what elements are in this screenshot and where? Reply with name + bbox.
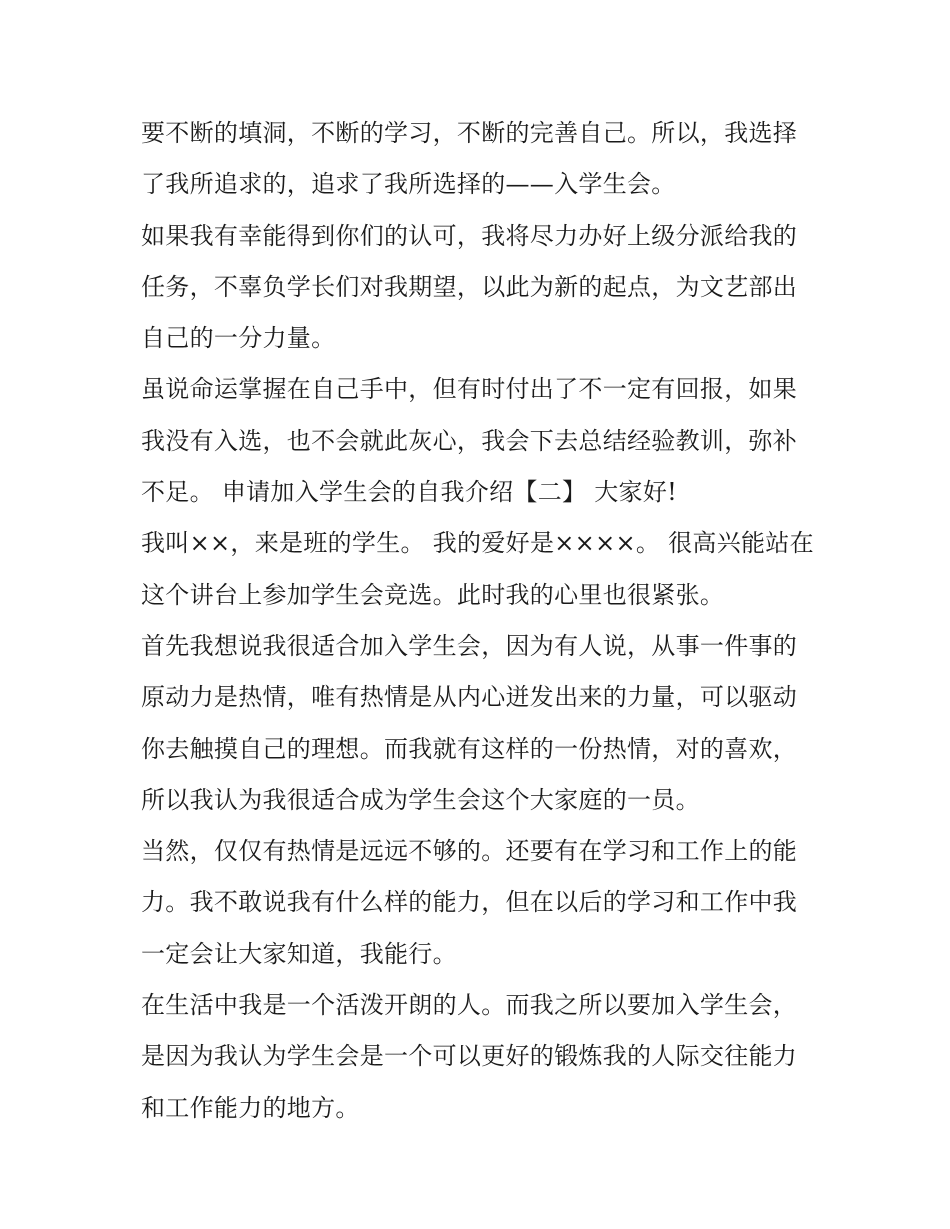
- document-body: [141, 108, 821, 1134]
- paragraph-3: 虽说命运掌握在自己手中，但有时付出了不一定有回报，如果我没有入选，也不会就此灰心，我会下去总结经验教训，弥补不足。 申请加入学生会的自我介绍【二】 大家好!: [141, 375, 798, 507]
- paragraph-7: 在生活中我是一个活泼开朗的人。而我之所以要加入学生会，是因为我认为学生会是一个可以更好的锻炼我的人际交往能力和工作能力的地方。: [141, 991, 798, 1122]
- paragraph-1: 要不断的填洞，不断的学习，不断的完善自己。所以，我选择了我所追求的，追求了我所选择的——入学生会。: [141, 119, 798, 199]
- paragraph-6: 当然，仅仅有热情是远远不够的。还要有在学习和工作上的能力。我不敢说我有什么样的能力，但在以后的学习和工作中我一定会让大家知道，我能行。: [141, 837, 798, 968]
- paragraph-4: 我叫××，来是班的学生。 我的爱好是××××。 很高兴能站在这个讲台上参加学生会竞选。此时我的心里也很紧张。: [141, 529, 814, 609]
- paragraph-5: 首先我想说我很适合加入学生会，因为有人说，从事一件事的原动力是热情，唯有热情是从内心迸发出来的力量，可以驱动你去触摸自己的理想。而我就有这样的一份热情，对的喜欢，所以我认为我很适合成为学生会这个大家庭的一员。: [141, 631, 798, 814]
- paragraph-2: 如果我有幸能得到你们的认可，我将尽力办好上级分派给我的任务，不辜负学长们对我期望，以此为新的起点，为文艺部出自己的一分力量。: [141, 221, 798, 353]
